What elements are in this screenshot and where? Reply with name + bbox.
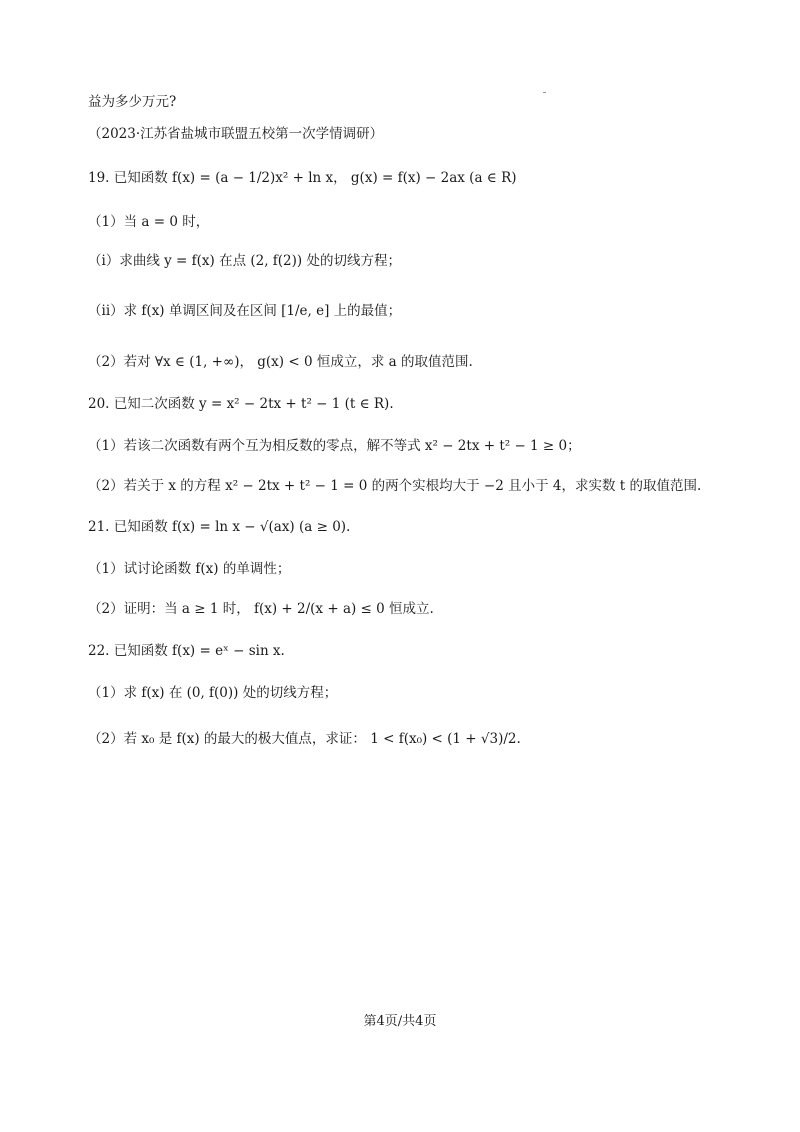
problem-20-part-2: （2）若关于 x 的方程 x² − 2tx + t² − 1 = 0 的两个实根均大于 −2 且小于 4，求实数 t 的取值范围.	[88, 478, 702, 494]
problem-21-part-1: （1）试讨论函数 f(x) 的单调性；	[88, 561, 291, 577]
problem-22-stem: 22. 已知函数 f(x) = eˣ − sin x.	[88, 643, 285, 659]
problem-19-stem: 19. 已知函数 f(x) = (a − 1/2)x² + ln x， g(x) = f(x) − 2ax (a ∈ R)	[88, 170, 517, 186]
problem-19-part-1-i: （i）求曲线 y = f(x) 在点 (2, f(2)) 处的切线方程；	[88, 253, 401, 269]
problem-21-part-2: （2）证明：当 a ≥ 1 时， f(x) + 2/(x + a) ≤ 0 恒成立.	[88, 601, 434, 617]
problem-19-part-1: （1）当 a = 0 时，	[88, 214, 210, 230]
source-note: （2023·江苏省盐城市联盟五校第一次学情调研）	[88, 126, 384, 142]
page-footer: 第4页/共4页	[363, 1014, 437, 1029]
problem-21-stem: 21. 已知函数 f(x) = ln x − √(ax) (a ≥ 0).	[88, 519, 351, 535]
text-line-1: 益为多少万元?	[88, 94, 177, 110]
problem-20-stem: 20. 已知二次函数 y = x² − 2tx + t² − 1 (t ∈ R).	[88, 396, 394, 412]
problem-19-part-2: （2）若对 ∀x ∈ (1, +∞)， g(x) < 0 恒成立，求 a 的取值范围.	[88, 354, 473, 370]
scan-speck	[543, 92, 546, 93]
problem-22-part-1: （1）求 f(x) 在 (0, f(0)) 处的切线方程；	[88, 685, 338, 701]
problem-19-part-1-ii: （ii）求 f(x) 单调区间及在区间 [1/e, e] 上的最值；	[88, 303, 402, 319]
problem-22-part-2: （2）若 x₀ 是 f(x) 的最大的极大值点，求证： 1 < f(x₀) < (1 + √3)/2.	[88, 731, 521, 747]
problem-20-part-1: （1）若该二次函数有两个互为相反数的零点，解不等式 x² − 2tx + t² − 1 ≥ 0；	[88, 438, 581, 454]
